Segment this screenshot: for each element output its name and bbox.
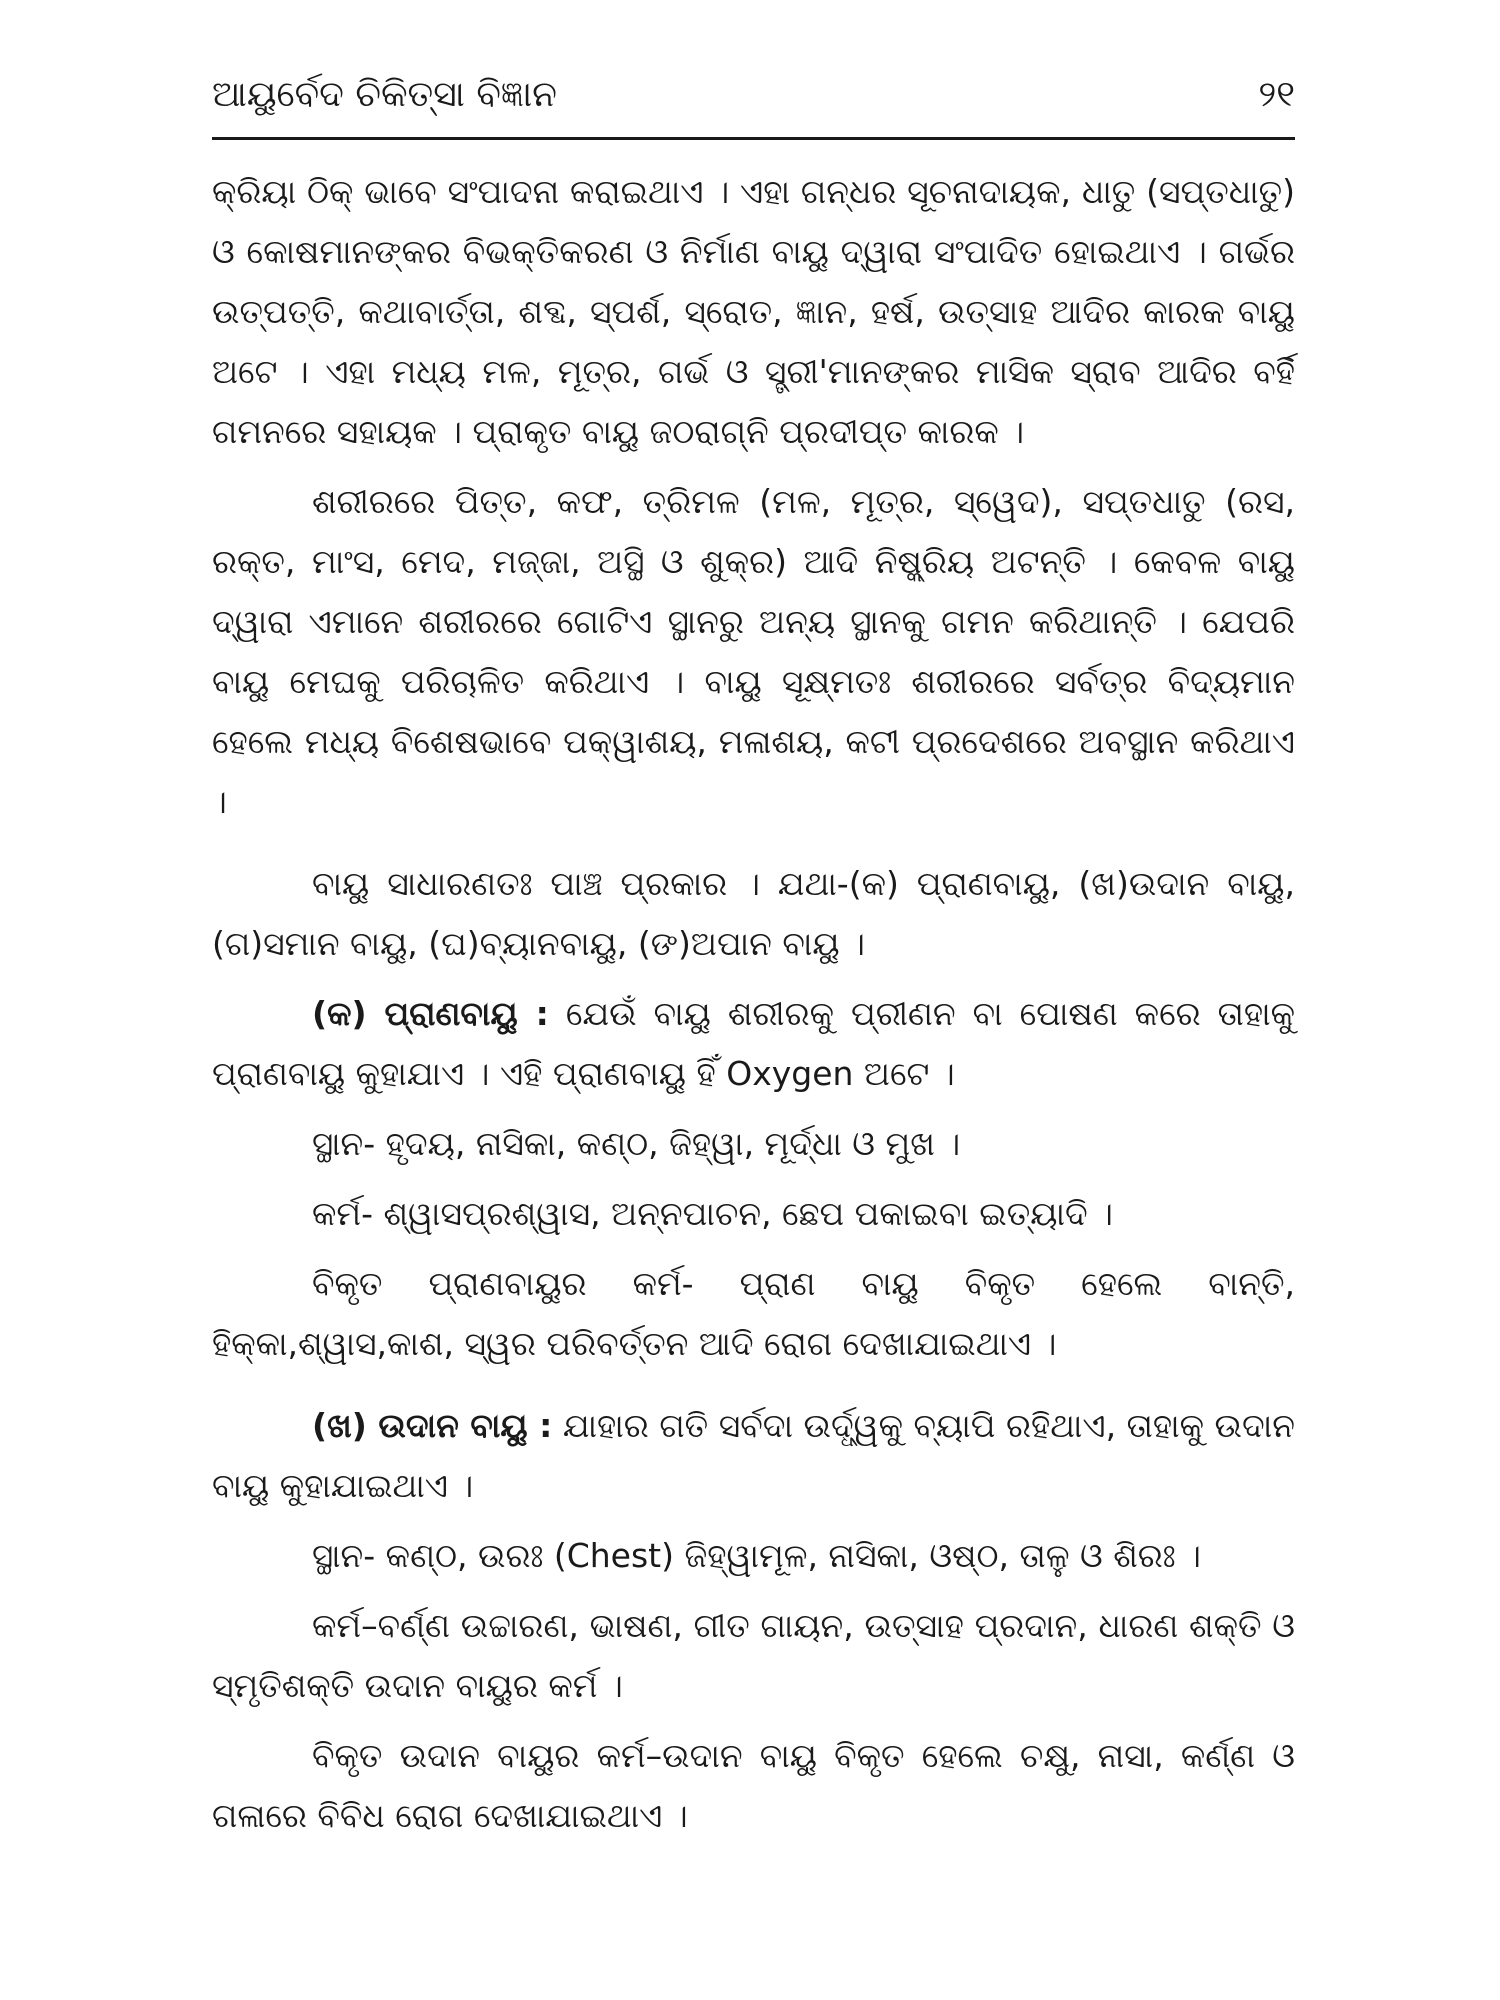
paragraph-text: ଯେଉଁ ବାୟୁ ଶରୀରକୁ ପ୍ରୀଣନ ବା ପୋଷଣ କରେ ତାହାକୁ ପ୍ରାଣବାୟୁ କୁହାଯାଏ । ଏହି ପ୍ରାଣବାୟୁ ହିଁ Oxygen ଅଟେ । xyxy=(212,994,1296,1093)
page-number: ୨୧ xyxy=(1258,74,1295,115)
paragraph-text: ବିକୃତ ପ୍ରାଣବାୟୁର କର୍ମ- ପ୍ରାଣ ବାୟୁ ବିକୃତ ହେଲେ ବାନ୍ତି, ହିକ୍କା,ଶ୍ୱାସ,କାଶ, ସ୍ୱର ପରିବର୍ତ୍ତନ ଆଦି ରୋଗ ଦେଖାଯାଇଥାଏ । xyxy=(212,1264,1295,1363)
paragraph-five-types xyxy=(212,854,1295,974)
paragraph-text: କର୍ମ–ବର୍ଣ୍ଣ ଉଚ୍ଚାରଣ, ଭାଷଣ, ଗୀତ ଗାୟନ, ଉତ୍ସାହ ପ୍ରଦାନ, ଧାରଣ ଶକ୍ତି ଓ ସ୍ମୃତିଶକ୍ତି ଉଦାନ ବାୟୁର କର୍ମ । xyxy=(212,1606,1295,1705)
paragraph-udana-vayu xyxy=(212,1396,1295,1516)
section-heading-prana: (କ) ପ୍ରାଣବାୟୁ : xyxy=(312,994,549,1033)
paragraph-prana-function xyxy=(212,1184,1295,1244)
paragraph-text: ବିକୃତ ଉଦାନ ବାୟୁର କର୍ମ–ଉଦାନ ବାୟୁ ବିକୃତ ହେଲେ ଚକ୍ଷୁ, ନାସା, କର୍ଣ୍ଣ ଓ ଗଳାରେ ବିବିଧ ରୋଗ ଦେଖାଯାଇଥାଏ । xyxy=(212,1736,1295,1835)
paragraph-prana-disorder xyxy=(212,1254,1295,1374)
paragraph-udana-location xyxy=(212,1526,1295,1586)
paragraph-text: ସ୍ଥାନ- କଣ୍ଠ, ଉରଃ (Chest) ଜିହ୍ୱାମୂଳ, ନାସିକା, ଓଷ୍ଠ, ତାଳୁ ଓ ଶିରଃ । xyxy=(312,1536,1201,1575)
paragraph-continuation xyxy=(212,162,1295,462)
body-text xyxy=(212,162,1295,1846)
paragraph-prana-location xyxy=(212,1114,1295,1174)
paragraph-text: ଶରୀରରେ ପିତ୍ତ, କଫ, ତ୍ରିମଳ (ମଳ, ମୂତ୍ର, ସ୍ୱେଦ), ସପ୍ତଧାତୁ (ରସ, ରକ୍ତ, ମାଂସ, ମେଦ, ମଜ୍ଜା, ଅସ୍ଥି ଓ ଶୁକ୍ର) ଆଦି ନିଷ୍କ୍ରିୟ ଅଟନ୍ତି । କେବଳ ବାୟୁ ଦ୍ୱାରା ଏମାନେ ଶରୀରରେ ଗୋଟିଏ ସ୍ଥାନରୁ ଅନ୍ୟ ସ୍ଥାନକୁ ଗମନ କରିଥାନ୍ତି । ଯେପରି ବାୟୁ ମେଘକୁ ପରିଚାଳିତ କରିଥାଏ । ବାୟୁ ସୂକ୍ଷ୍ମତଃ ଶରୀରରେ ସର୍ବତ୍ର ବିଦ୍ୟମାନ ହେଲେ ମଧ୍ୟ ବିଶେଷଭାବେ ପକ୍ୱାଶୟ, ମଳାଶୟ, କଟୀ ପ୍ରଦେଶରେ ଅବସ୍ଥାନ କରିଥାଏ । xyxy=(212,482,1295,821)
paragraph-text: ବାୟୁ ସାଧାରଣତଃ ପାଞ୍ଚ ପ୍ରକାର । ଯଥା-(କ) ପ୍ରାଣବାୟୁ, (ଖ)ଉଦାନ ବାୟୁ, (ଗ)ସମାନ ବାୟୁ, (ଘ)ବ୍ୟାନବାୟୁ, (ଙ)ଅପାନ ବାୟୁ । xyxy=(212,864,1295,963)
paragraph-passive-elements xyxy=(212,472,1295,832)
paragraph-text: ସ୍ଥାନ- ହୃଦୟ, ନାସିକା, କଣ୍ଠ, ଜିହ୍ୱା, ମୂର୍ଦ୍ଧା ଓ ମୁଖ । xyxy=(312,1124,961,1163)
paragraph-text: ଯାହାର ଗତି ସର୍ବଦା ଉର୍ଦ୍ଧ୍ୱକୁ ବ୍ୟାପି ରହିଥାଏ, ତାହାକୁ ଉଦାନ ବାୟୁ କୁହାଯାଇଥାଏ । xyxy=(212,1406,1295,1505)
header-title: ଆୟୁର୍ବେଦ ଚିକିତ୍ସା ବିଜ୍ଞାନ xyxy=(212,74,557,115)
running-header xyxy=(212,62,1295,132)
section-heading-udana: (ଖ) ଉଦାନ ବାୟୁ : xyxy=(312,1406,553,1445)
paragraph-udana-function xyxy=(212,1596,1295,1716)
paragraph-text: କ୍ରିୟା ଠିକ୍ ଭାବେ ସଂପାଦନା କରାଇଥାଏ । ଏହା ଗନ୍ଧର ସୂଚନାଦାୟକ, ଧାତୁ (ସପ୍ତଧାତୁ) ଓ କୋଷମାନଙ୍କର ବିଭକ୍ତିକରଣ ଓ ନିର୍ମାଣ ବାୟୁ ଦ୍ୱାରା ସଂପାଦିତ ହୋଇଥାଏ । ଗର୍ଭର ଉତ୍ପତ୍ତି, କଥାବାର୍ତ୍ତା, ଶବ୍ଦ, ସ୍ପର୍ଶ, ସ୍ରୋତ, ଜ୍ଞାନ, ହର୍ଷ, ଉତ୍ସାହ ଆଦିର କାରକ ବାୟୁ ଅଟେ । ଏହା ମଧ୍ୟ ମଳ, ମୂତ୍ର, ଗର୍ଭ ଓ ସ୍ତ୍ରୀ'ମାନଙ୍କର ମାସିକ ସ୍ରାବ ଆଦିର ବର୍ହି ଗମନରେ ସହାୟକ । ପ୍ରାକୃତ ବାୟୁ ଜଠରାଗ୍ନି ପ୍ରଦୀପ୍ତ କାରକ । xyxy=(212,172,1295,451)
paragraph-udana-disorder xyxy=(212,1726,1295,1846)
paragraph-prana-vayu xyxy=(212,984,1295,1104)
paragraph-text: କର୍ମ- ଶ୍ୱାସପ୍ରଶ୍ୱାସ, ଅନ୍ନପାଚନ, ଛେପ ପକାଇବା ଇତ୍ୟାଦି । xyxy=(312,1194,1114,1233)
header-rule xyxy=(212,137,1295,140)
